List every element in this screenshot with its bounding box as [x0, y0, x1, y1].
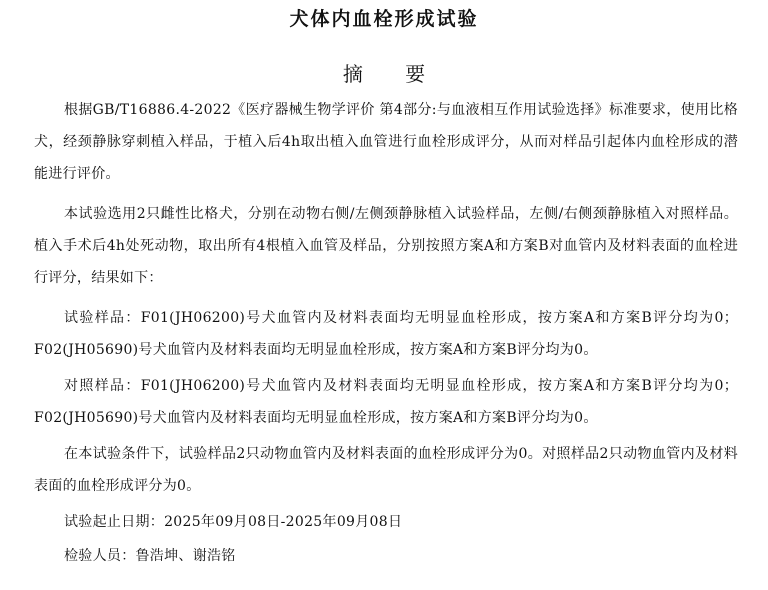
abstract-heading: 摘 要 — [342, 62, 444, 86]
paragraph-conclusion: 在本试验条件下，试验样品2只动物血管内及材料表面的血栓形成评分为0。对照样品2只动物血管内及材料表面的血栓形成评分为0。 — [34, 446, 738, 494]
paragraph-control-sample: 对照样品：F01(JH06200)号犬血管内及材料表面均无明显血栓形成，按方案A和方案B评分均为0；F02(JH05690)号犬血管内及材料表面均无明显血栓形成，按方案A和方案B评分均为0。 — [34, 378, 738, 426]
paragraph-test-sample: 试验样品：F01(JH06200)号犬血管内及材料表面均无明显血栓形成，按方案A和方案B评分均为0；F02(JH05690)号犬血管内及材料表面均无明显血栓形成，按方案A和方案B评分均为0。 — [34, 310, 738, 358]
test-dates: 试验起止日期：2025年09月08日-2025年09月08日 — [64, 514, 403, 530]
document-title: 犬体内血栓形成试验 — [289, 8, 479, 30]
paragraph-method: 本试验选用2只雌性比格犬，分别在动物右侧/左侧颈静脉植入试验样品，左侧/右侧颈静脉植入对照样品。植入手术后4h处死动物，取出所有4根植入血管及样品，分别按照方案A和方案B对血管内及材料表面的血栓进行评分，结果如下： — [34, 206, 738, 286]
inspectors: 检验人员：鲁浩坤、谢浩铭 — [64, 548, 236, 564]
paragraph-standard: 根据GB/T16886.4-2022《医疗器械生物学评价 第4部分:与血液相互作用试验选择》标准要求，使用比格犬，经颈静脉穿刺植入样品，于植入后4h取出植入血管进行血栓形成评分，从而对样品引起体内血栓形成的潜能进行评价。 — [34, 102, 738, 182]
